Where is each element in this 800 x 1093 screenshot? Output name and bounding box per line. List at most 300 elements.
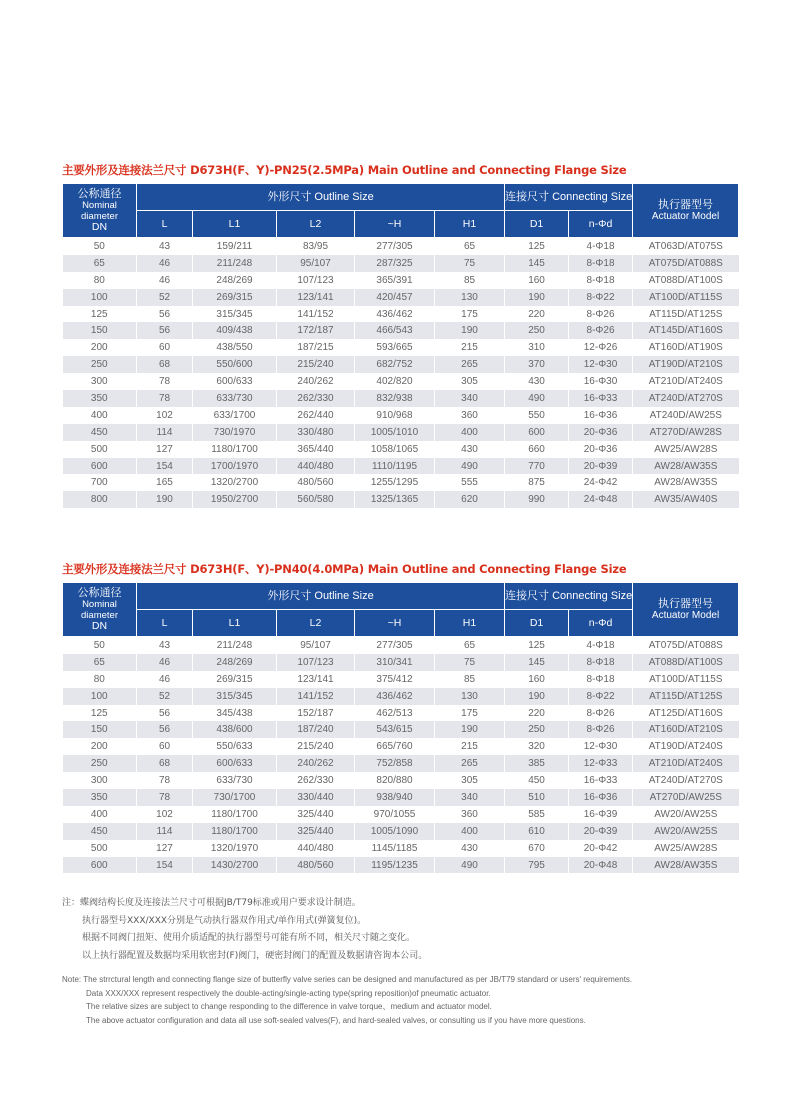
table-cell: 65 bbox=[435, 637, 505, 654]
col-header-h: ~H bbox=[355, 610, 435, 637]
table-cell: 340 bbox=[435, 789, 505, 806]
actuator-model-header: 执行器型号 Actuator Model bbox=[633, 184, 739, 238]
table-cell: AT100D/AT115S bbox=[633, 671, 739, 688]
table-cell: 360 bbox=[435, 407, 505, 424]
table-cell: 400 bbox=[63, 806, 137, 823]
table-cell: 43 bbox=[137, 637, 193, 654]
table-cell: 46 bbox=[137, 671, 193, 688]
table-cell: 125 bbox=[63, 306, 137, 323]
table-cell: 510 bbox=[505, 789, 569, 806]
table-cell: 8-Φ18 bbox=[569, 272, 633, 289]
table-cell: AT075D/AT088S bbox=[633, 637, 739, 654]
col-header-d1: D1 bbox=[505, 610, 569, 637]
table-row bbox=[63, 671, 739, 688]
table-cell: 600/633 bbox=[193, 755, 277, 772]
table-cell: 4-Φ18 bbox=[569, 238, 633, 255]
table-cell: 190 bbox=[435, 721, 505, 738]
table-cell: 187/215 bbox=[277, 339, 355, 356]
table-cell: 480/560 bbox=[277, 474, 355, 491]
table-cell: 20-Φ36 bbox=[569, 441, 633, 458]
table-cell: 75 bbox=[435, 255, 505, 272]
note-cn-2: 执行器型号XXX/XXX分别是气动执行器双作用式/单作用式(弹簧复位)。 bbox=[82, 915, 367, 926]
table-cell: 65 bbox=[63, 255, 137, 272]
table-cell: 8-Φ26 bbox=[569, 705, 633, 722]
table-cell: 1195/1235 bbox=[355, 857, 435, 874]
table-cell: 265 bbox=[435, 755, 505, 772]
table-cell: 430 bbox=[435, 840, 505, 857]
table-row bbox=[63, 356, 739, 373]
table-cell: 102 bbox=[137, 407, 193, 424]
col-header-h1: H1 bbox=[435, 610, 505, 637]
table-cell: 670 bbox=[505, 840, 569, 857]
table-section-pn40 bbox=[62, 559, 738, 873]
table-cell: 215/240 bbox=[277, 356, 355, 373]
table-cell: 43 bbox=[137, 238, 193, 255]
table-cell: 175 bbox=[435, 306, 505, 323]
table-cell: 85 bbox=[435, 272, 505, 289]
table-cell: AW25/AW28S bbox=[633, 840, 739, 857]
table-cell: 462/513 bbox=[355, 705, 435, 722]
table-cell: 12-Φ33 bbox=[569, 755, 633, 772]
table-cell: AW20/AW25S bbox=[633, 823, 739, 840]
table-cell: 46 bbox=[137, 272, 193, 289]
table-cell: 466/543 bbox=[355, 322, 435, 339]
table-cell: 220 bbox=[505, 306, 569, 323]
table-cell: 65 bbox=[63, 654, 137, 671]
table-cell: 8-Φ26 bbox=[569, 322, 633, 339]
table-cell: 200 bbox=[63, 339, 137, 356]
table-cell: AT115D/AT125S bbox=[633, 306, 739, 323]
table-cell: AT270D/AW25S bbox=[633, 789, 739, 806]
table-cell: 50 bbox=[63, 637, 137, 654]
table-cell: 46 bbox=[137, 255, 193, 272]
table-cell: 1145/1185 bbox=[355, 840, 435, 857]
table-cell: 325/440 bbox=[277, 806, 355, 823]
table-cell: 12-Φ26 bbox=[569, 339, 633, 356]
table-row bbox=[63, 306, 739, 323]
table-cell: 80 bbox=[63, 671, 137, 688]
table-cell: 12-Φ30 bbox=[569, 356, 633, 373]
table-cell: 141/152 bbox=[277, 306, 355, 323]
table-cell: 16-Φ33 bbox=[569, 772, 633, 789]
table-cell: 20-Φ39 bbox=[569, 823, 633, 840]
connecting-size-header: 连接尺寸 Connecting Size bbox=[505, 184, 633, 211]
table-cell: 127 bbox=[137, 840, 193, 857]
table-cell: AT240D/AW25S bbox=[633, 407, 739, 424]
table-cell: 125 bbox=[63, 705, 137, 722]
table-cell: 125 bbox=[505, 238, 569, 255]
table-cell: 78 bbox=[137, 373, 193, 390]
table-cell: 330/440 bbox=[277, 789, 355, 806]
table-cell: 240/262 bbox=[277, 755, 355, 772]
table-cell: 130 bbox=[435, 688, 505, 705]
table-cell: 107/123 bbox=[277, 654, 355, 671]
dn-header: 公称通径 Nominal diameter DN bbox=[63, 184, 137, 238]
table-row bbox=[63, 339, 739, 356]
table-cell: AT270D/AW28S bbox=[633, 424, 739, 441]
table-cell: 250 bbox=[63, 755, 137, 772]
table-cell: 100 bbox=[63, 688, 137, 705]
table-cell: 1005/1010 bbox=[355, 424, 435, 441]
table-cell: 910/968 bbox=[355, 407, 435, 424]
table-cell: 450 bbox=[63, 823, 137, 840]
table-row bbox=[63, 705, 739, 722]
table-cell: 450 bbox=[505, 772, 569, 789]
table-cell: 795 bbox=[505, 857, 569, 874]
table-cell: 438/550 bbox=[193, 339, 277, 356]
table-cell: 800 bbox=[63, 491, 137, 508]
table-cell: 211/248 bbox=[193, 637, 277, 654]
table-row bbox=[63, 654, 739, 671]
table-cell: 262/440 bbox=[277, 407, 355, 424]
table-cell: 20-Φ48 bbox=[569, 857, 633, 874]
table-row bbox=[63, 238, 739, 255]
table-cell: 409/438 bbox=[193, 322, 277, 339]
table-cell: 85 bbox=[435, 671, 505, 688]
table-cell: 8-Φ26 bbox=[569, 306, 633, 323]
table-cell: 700 bbox=[63, 474, 137, 491]
table-row bbox=[63, 424, 739, 441]
table-cell: 160 bbox=[505, 671, 569, 688]
table-cell: 385 bbox=[505, 755, 569, 772]
table-cell: 190 bbox=[505, 289, 569, 306]
table-cell: AW35/AW40S bbox=[633, 491, 739, 508]
table-cell: 8-Φ18 bbox=[569, 654, 633, 671]
table-cell: 430 bbox=[435, 441, 505, 458]
table-cell: 438/600 bbox=[193, 721, 277, 738]
table-cell: 150 bbox=[63, 322, 137, 339]
table-cell: 430 bbox=[505, 373, 569, 390]
col-header-l1: L1 bbox=[193, 610, 277, 637]
table-cell: 370 bbox=[505, 356, 569, 373]
table-cell: 60 bbox=[137, 339, 193, 356]
table-row bbox=[63, 289, 739, 306]
table-cell: 145 bbox=[505, 255, 569, 272]
table-cell: 325/440 bbox=[277, 823, 355, 840]
table-cell: 330/480 bbox=[277, 424, 355, 441]
table-cell: 1180/1700 bbox=[193, 806, 277, 823]
table-cell: 633/730 bbox=[193, 772, 277, 789]
table-cell: 440/480 bbox=[277, 840, 355, 857]
table-cell: 550/600 bbox=[193, 356, 277, 373]
table-cell: 60 bbox=[137, 738, 193, 755]
table-cell: 240/262 bbox=[277, 373, 355, 390]
table-row bbox=[63, 637, 739, 654]
table-cell: 265 bbox=[435, 356, 505, 373]
table-row bbox=[63, 272, 739, 289]
col-header-h1: H1 bbox=[435, 211, 505, 238]
table-cell: 500 bbox=[63, 441, 137, 458]
table-cell: 287/325 bbox=[355, 255, 435, 272]
col-header-l2: L2 bbox=[277, 211, 355, 238]
table-cell: 600 bbox=[505, 424, 569, 441]
table-cell: 365/391 bbox=[355, 272, 435, 289]
table-cell: 600 bbox=[63, 458, 137, 475]
table-cell: 1180/1700 bbox=[193, 441, 277, 458]
table-cell: AW28/AW35S bbox=[633, 857, 739, 874]
table-cell: 1180/1700 bbox=[193, 823, 277, 840]
table-cell: 490 bbox=[435, 857, 505, 874]
table-cell: 250 bbox=[505, 322, 569, 339]
note-en-4: The above actuator configuration and data all use soft-sealed valves(F), and hard-sealed valves, or consulting us if you have more questions. bbox=[86, 1015, 586, 1025]
table-cell: 490 bbox=[435, 458, 505, 475]
table-cell: 159/211 bbox=[193, 238, 277, 255]
table-cell: 78 bbox=[137, 390, 193, 407]
table-cell: 160 bbox=[505, 272, 569, 289]
table-cell: 1430/2700 bbox=[193, 857, 277, 874]
table-cell: 100 bbox=[63, 289, 137, 306]
table-cell: 154 bbox=[137, 458, 193, 475]
table-cell: 310 bbox=[505, 339, 569, 356]
table-cell: 172/187 bbox=[277, 322, 355, 339]
table-cell: 633/730 bbox=[193, 390, 277, 407]
table-cell: 8-Φ22 bbox=[569, 289, 633, 306]
spec-table-pn40 bbox=[62, 582, 739, 873]
table-cell: 78 bbox=[137, 772, 193, 789]
note-cn-3: 根据不同阀门扭矩、使用介质适配的执行器型号可能有所不同，相关尺寸随之变化。 bbox=[82, 933, 416, 943]
table-cell: 175 bbox=[435, 705, 505, 722]
table-row bbox=[63, 458, 739, 475]
table-cell: 990 bbox=[505, 491, 569, 508]
note-en-3: The relative sizes are subject to change responding to the difference in valve torque、medium and actuator model. bbox=[86, 1002, 492, 1011]
table-title-pn25: 主要外形及连接法兰尺寸 D673H(F、Y)-PN25(2.5MPa) Main Outline and Connecting Flange Size bbox=[62, 163, 627, 177]
table-cell: 1325/1365 bbox=[355, 491, 435, 508]
table-row bbox=[63, 738, 739, 755]
table-cell: 875 bbox=[505, 474, 569, 491]
table-cell: 114 bbox=[137, 823, 193, 840]
col-header-d1: D1 bbox=[505, 211, 569, 238]
table-cell: 450 bbox=[63, 424, 137, 441]
table-cell: 1700/1970 bbox=[193, 458, 277, 475]
table-cell: 8-Φ26 bbox=[569, 721, 633, 738]
table-cell: 269/315 bbox=[193, 289, 277, 306]
table-cell: 24-Φ42 bbox=[569, 474, 633, 491]
table-cell: 490 bbox=[505, 390, 569, 407]
table-cell: 375/412 bbox=[355, 671, 435, 688]
table-cell: 200 bbox=[63, 738, 137, 755]
table-cell: 83/95 bbox=[277, 238, 355, 255]
table-cell: 95/107 bbox=[277, 637, 355, 654]
table-cell: 4-Φ18 bbox=[569, 637, 633, 654]
table-cell: AT190D/AT240S bbox=[633, 738, 739, 755]
table-cell: AT240D/AT270S bbox=[633, 390, 739, 407]
table-cell: 52 bbox=[137, 688, 193, 705]
table-cell: 95/107 bbox=[277, 255, 355, 272]
note-en-2: Data XXX/XXX represent respectively the double-acting/single-acting type(spring reposition)of pneumatic actuator. bbox=[86, 988, 491, 998]
table-cell: 16-Φ36 bbox=[569, 789, 633, 806]
table-cell: AW28/AW35S bbox=[633, 474, 739, 491]
table-cell: 78 bbox=[137, 789, 193, 806]
table-row bbox=[63, 840, 739, 857]
table-cell: 400 bbox=[435, 823, 505, 840]
table-cell: 145 bbox=[505, 654, 569, 671]
table-cell: 20-Φ39 bbox=[569, 458, 633, 475]
table-row bbox=[63, 688, 739, 705]
table-cell: 500 bbox=[63, 840, 137, 857]
table-cell: 248/269 bbox=[193, 272, 277, 289]
table-cell: AW25/AW28S bbox=[633, 441, 739, 458]
table-cell: AT088D/AT100S bbox=[633, 654, 739, 671]
table-cell: 107/123 bbox=[277, 272, 355, 289]
col-header-l: L bbox=[137, 610, 193, 637]
connecting-size-header: 连接尺寸 Connecting Size bbox=[505, 583, 633, 610]
table-cell: 402/820 bbox=[355, 373, 435, 390]
table-cell: 150 bbox=[63, 721, 137, 738]
table-cell: 123/141 bbox=[277, 289, 355, 306]
table-cell: 141/152 bbox=[277, 688, 355, 705]
table-cell: 350 bbox=[63, 390, 137, 407]
table-cell: 550/633 bbox=[193, 738, 277, 755]
table-cell: 610 bbox=[505, 823, 569, 840]
table-cell: 102 bbox=[137, 806, 193, 823]
table-cell: 68 bbox=[137, 755, 193, 772]
table-cell: 215 bbox=[435, 738, 505, 755]
table-section-pn25 bbox=[62, 160, 738, 508]
table-cell: 123/141 bbox=[277, 671, 355, 688]
table-row bbox=[63, 441, 739, 458]
table-cell: 20-Φ42 bbox=[569, 840, 633, 857]
table-cell: 300 bbox=[63, 772, 137, 789]
table-cell: 420/457 bbox=[355, 289, 435, 306]
table-cell: 190 bbox=[435, 322, 505, 339]
table-cell: 277/305 bbox=[355, 238, 435, 255]
table-cell: 190 bbox=[137, 491, 193, 508]
table-row bbox=[63, 474, 739, 491]
table-cell: 1320/1970 bbox=[193, 840, 277, 857]
table-cell: 56 bbox=[137, 721, 193, 738]
table-cell: 154 bbox=[137, 857, 193, 874]
table-cell: 938/940 bbox=[355, 789, 435, 806]
table-cell: 436/462 bbox=[355, 306, 435, 323]
table-body-pn40 bbox=[63, 637, 739, 874]
table-cell: 250 bbox=[63, 356, 137, 373]
table-cell: 305 bbox=[435, 373, 505, 390]
table-cell: AW20/AW25S bbox=[633, 806, 739, 823]
table-cell: 130 bbox=[435, 289, 505, 306]
table-cell: 16-Φ30 bbox=[569, 373, 633, 390]
table-cell: 248/269 bbox=[193, 654, 277, 671]
table-cell: AT115D/AT125S bbox=[633, 688, 739, 705]
table-row bbox=[63, 390, 739, 407]
table-cell: 8-Φ22 bbox=[569, 688, 633, 705]
table-cell: 305 bbox=[435, 772, 505, 789]
table-cell: 315/345 bbox=[193, 306, 277, 323]
table-cell: 215 bbox=[435, 339, 505, 356]
table-cell: 190 bbox=[505, 688, 569, 705]
table-cell: 436/462 bbox=[355, 688, 435, 705]
table-cell: AT240D/AT270S bbox=[633, 772, 739, 789]
table-cell: 440/480 bbox=[277, 458, 355, 475]
note-cn-4: 以上执行器配置及数据均采用软密封(F)阀门，硬密封阀门的配置及数据请咨询本公司。 bbox=[82, 950, 428, 961]
col-header-nd: n-Φd bbox=[569, 211, 633, 238]
table-cell: 16-Φ33 bbox=[569, 390, 633, 407]
table-cell: 310/341 bbox=[355, 654, 435, 671]
table-cell: 400 bbox=[435, 424, 505, 441]
table-cell: 12-Φ30 bbox=[569, 738, 633, 755]
table-row bbox=[63, 407, 739, 424]
table-cell: 480/560 bbox=[277, 857, 355, 874]
note-en-1: Note: The strrctural length and connecting flange size of butterfly valve series can be designed and manufactured as per JB/T79 standard or users' requirements. bbox=[62, 975, 633, 984]
table-row bbox=[63, 857, 739, 874]
table-cell: 820/880 bbox=[355, 772, 435, 789]
table-cell: 350 bbox=[63, 789, 137, 806]
table-cell: 1320/2700 bbox=[193, 474, 277, 491]
table-cell: 555 bbox=[435, 474, 505, 491]
actuator-model-header: 执行器型号 Actuator Model bbox=[633, 583, 739, 637]
table-cell: AT160D/AT190S bbox=[633, 339, 739, 356]
spec-table-pn25 bbox=[62, 183, 739, 508]
table-cell: 52 bbox=[137, 289, 193, 306]
table-cell: 20-Φ36 bbox=[569, 424, 633, 441]
col-header-h: ~H bbox=[355, 211, 435, 238]
table-cell: 832/938 bbox=[355, 390, 435, 407]
table-cell: AT075D/AT088S bbox=[633, 255, 739, 272]
table-cell: 400 bbox=[63, 407, 137, 424]
table-row bbox=[63, 806, 739, 823]
outline-size-header: 外形尺寸 Outline Size bbox=[137, 583, 505, 610]
table-cell: 8-Φ18 bbox=[569, 671, 633, 688]
table-row bbox=[63, 373, 739, 390]
dn-header: 公称通径 Nominal diameter DN bbox=[63, 583, 137, 637]
table-cell: 114 bbox=[137, 424, 193, 441]
table-cell: 665/760 bbox=[355, 738, 435, 755]
table-cell: 262/330 bbox=[277, 772, 355, 789]
table-cell: 262/330 bbox=[277, 390, 355, 407]
table-cell: 68 bbox=[137, 356, 193, 373]
table-cell: 50 bbox=[63, 238, 137, 255]
table-cell: 320 bbox=[505, 738, 569, 755]
table-cell: 752/858 bbox=[355, 755, 435, 772]
table-cell: AW28/AW35S bbox=[633, 458, 739, 475]
table-cell: 633/1700 bbox=[193, 407, 277, 424]
table-title-pn40: 主要外形及连接法兰尺寸 D673H(F、Y)-PN40(4.0MPa) Main Outline and Connecting Flange Size bbox=[62, 562, 627, 576]
table-cell: AT125D/AT160S bbox=[633, 705, 739, 722]
table-cell: 600 bbox=[63, 857, 137, 874]
table-cell: 365/440 bbox=[277, 441, 355, 458]
table-cell: 46 bbox=[137, 654, 193, 671]
table-row bbox=[63, 255, 739, 272]
table-cell: 315/345 bbox=[193, 688, 277, 705]
table-row bbox=[63, 322, 739, 339]
table-cell: 152/187 bbox=[277, 705, 355, 722]
table-cell: 970/1055 bbox=[355, 806, 435, 823]
table-cell: 770 bbox=[505, 458, 569, 475]
table-cell: 300 bbox=[63, 373, 137, 390]
table-cell: 250 bbox=[505, 721, 569, 738]
table-cell: 345/438 bbox=[193, 705, 277, 722]
table-cell: AT160D/AT210S bbox=[633, 721, 739, 738]
table-cell: 24-Φ48 bbox=[569, 491, 633, 508]
table-row bbox=[63, 491, 739, 508]
table-cell: 543/615 bbox=[355, 721, 435, 738]
table-cell: 1950/2700 bbox=[193, 491, 277, 508]
table-cell: 1110/1195 bbox=[355, 458, 435, 475]
table-cell: 730/1700 bbox=[193, 789, 277, 806]
table-row bbox=[63, 789, 739, 806]
table-cell: 215/240 bbox=[277, 738, 355, 755]
table-cell: 165 bbox=[137, 474, 193, 491]
table-cell: AT100D/AT115S bbox=[633, 289, 739, 306]
col-header-l2: L2 bbox=[277, 610, 355, 637]
table-cell: 187/240 bbox=[277, 721, 355, 738]
table-cell: 211/248 bbox=[193, 255, 277, 272]
table-cell: AT210D/AT240S bbox=[633, 755, 739, 772]
table-cell: 340 bbox=[435, 390, 505, 407]
table-cell: 600/633 bbox=[193, 373, 277, 390]
table-cell: 125 bbox=[505, 637, 569, 654]
table-cell: 560/580 bbox=[277, 491, 355, 508]
table-cell: AT190D/AT210S bbox=[633, 356, 739, 373]
